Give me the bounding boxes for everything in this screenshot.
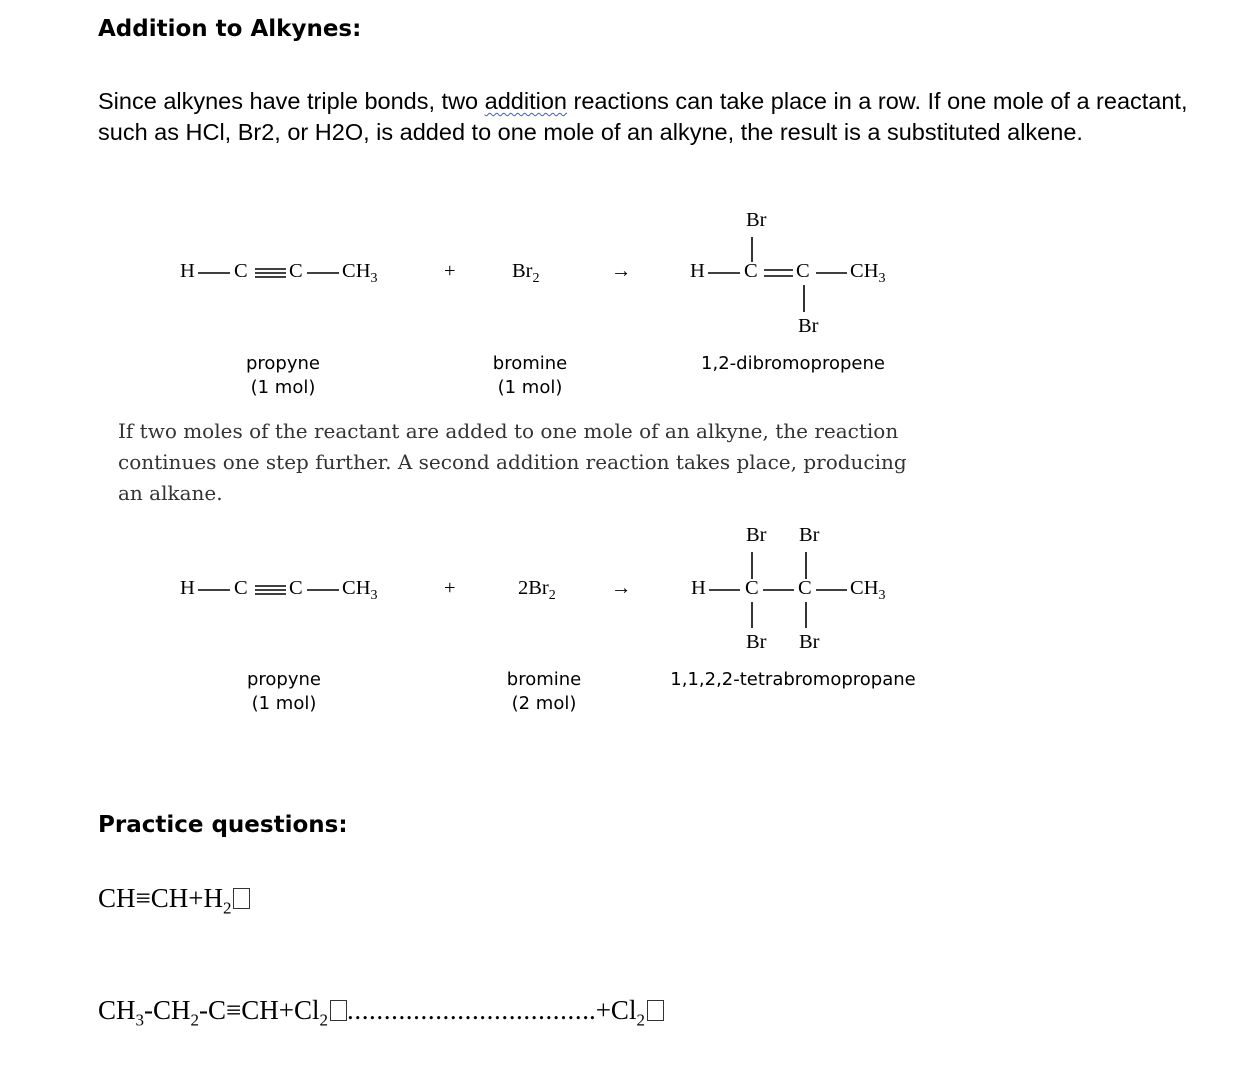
r2-product-br-3: Br bbox=[746, 631, 767, 653]
r1-atom-c2: C bbox=[289, 260, 303, 282]
r2-methyl: $CH_3$ bbox=[342, 577, 378, 604]
r2-product-c2: C bbox=[798, 577, 812, 599]
r2-plus: + bbox=[444, 577, 456, 599]
r2-product-label: 1,1,2,2-tetrabromopropane bbox=[670, 669, 916, 690]
r1-product-h: H bbox=[690, 260, 705, 282]
r2-product-br-2: Br bbox=[799, 524, 820, 546]
r2-product-br-4: Br bbox=[799, 631, 820, 653]
r1-product-label: 1,2-dibromopropene bbox=[701, 353, 885, 374]
practice-title: Practice questions: bbox=[98, 812, 348, 838]
practice-question-1: $CH\equiv CH+H_2$ bbox=[98, 883, 250, 918]
spellcheck-word[interactable]: addition bbox=[484, 88, 567, 114]
r1-reagent-label: bromine (1 mol) bbox=[492, 353, 568, 398]
r1-reagent: $Br_2$ bbox=[512, 260, 540, 287]
r2-arrow: → bbox=[611, 577, 632, 599]
missing-glyph-box bbox=[647, 1000, 664, 1021]
missing-glyph-box bbox=[233, 888, 250, 909]
r2-product-h: H bbox=[691, 577, 706, 599]
r1-product-methyl: $CH_3$ bbox=[850, 260, 886, 287]
r1-atom-c1: C bbox=[234, 260, 248, 282]
r1-atom-h: H bbox=[180, 260, 195, 282]
r1-reactant-label: propyne (1 mol) bbox=[245, 353, 320, 398]
r1-product-c1: C bbox=[744, 260, 758, 282]
intro-text-start: Since alkynes have triple bonds, two bbox=[98, 88, 485, 114]
missing-glyph-box bbox=[330, 1000, 347, 1021]
r2-product-c1: C bbox=[745, 577, 759, 599]
intro-text-end: reactions can take place in a row. If one mole of a reactant, such as HCl, Br2, or H2O, is added to one mole of an alkyne, the result is a substituted alkene. bbox=[98, 88, 1188, 145]
r1-plus: + bbox=[444, 260, 456, 282]
r1-product-br-top: Br bbox=[746, 209, 767, 231]
r1-arrow: → bbox=[611, 260, 632, 282]
r2-product-br-1: Br bbox=[746, 524, 767, 546]
r2-atom-c1: C bbox=[234, 577, 248, 599]
r2-product-methyl: $CH_3$ bbox=[850, 577, 886, 604]
explanation-paragraph: If two moles of the reactant are added to one mole of an alkyne, the reaction continues one step further. A second addition reaction takes place, producing an alkane. bbox=[118, 419, 907, 505]
r2-atom-h: H bbox=[180, 577, 195, 599]
r1-product-c2: C bbox=[796, 260, 810, 282]
r2-atom-c2: C bbox=[289, 577, 303, 599]
practice-question-2: $CH_3-CH_2-C\equiv CH+Cl_2$ $..................................+Cl_2$ bbox=[98, 995, 664, 1030]
r2-reagent: $2Br_2$ bbox=[518, 577, 556, 604]
r2-reagent-label: bromine (2 mol) bbox=[506, 669, 582, 714]
r2-reactant-label: propyne (1 mol) bbox=[246, 669, 321, 714]
section-title: Addition to Alkynes: bbox=[98, 16, 362, 42]
r1-methyl: $CH_3$ bbox=[342, 260, 378, 287]
r1-product-br-bottom: Br bbox=[798, 315, 819, 337]
answer-blank-dots[interactable]: ................................ bbox=[347, 995, 583, 1025]
